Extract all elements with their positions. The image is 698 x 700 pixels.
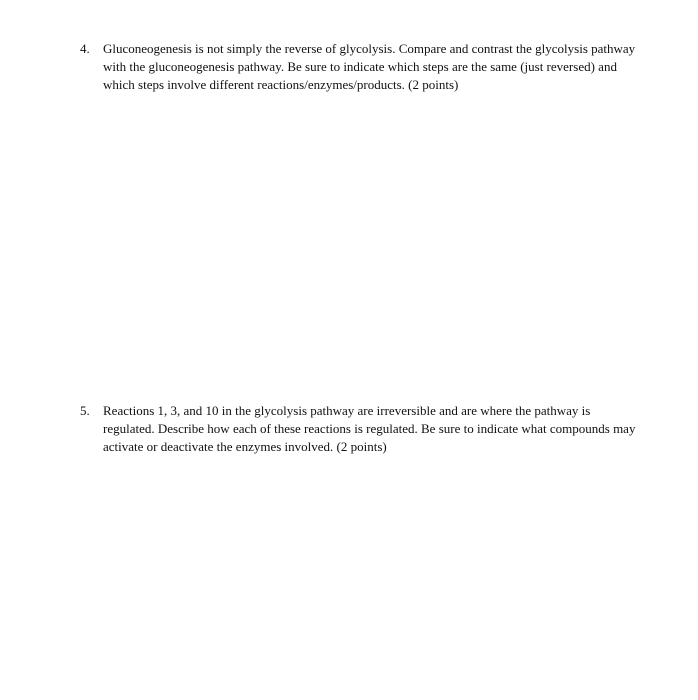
question-5	[80, 402, 640, 456]
question-number: 5.	[80, 403, 90, 418]
question-text: Reactions 1, 3, and 10 in the glycolysis pathway are irreversible and are where the pathway is regulated. Describe how each of these reactions is regulated. Be sure to indicate what compounds may activate or deactivate the enzymes involved. (2 points)	[103, 403, 636, 454]
question-number: 4.	[80, 41, 90, 56]
question-text: Gluconeogenesis is not simply the reverse of glycolysis. Compare and contrast the glycolysis pathway with the gluconeogenesis pathway. Be sure to indicate which steps are the same (just reversed) and which steps involve different reactions/enzymes/products. (2 points)	[103, 41, 636, 92]
question-4	[80, 40, 640, 94]
